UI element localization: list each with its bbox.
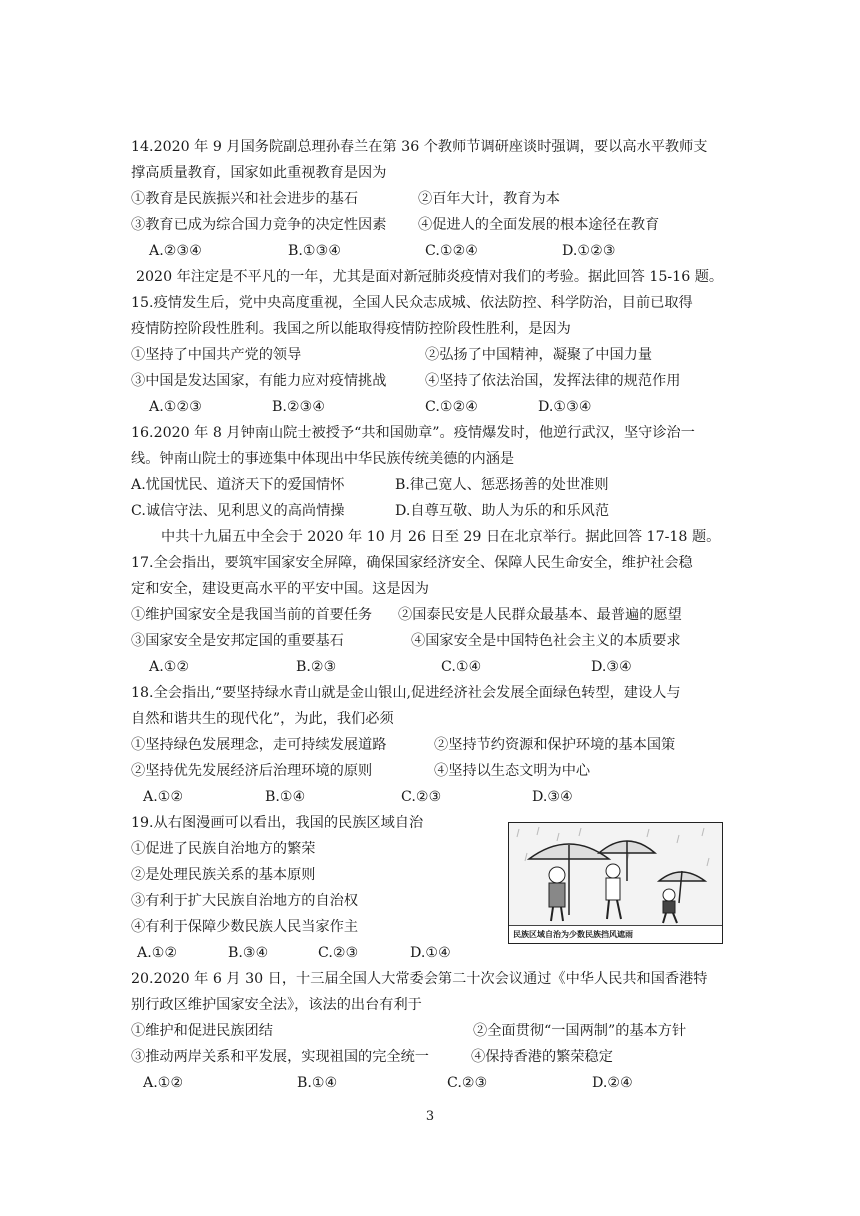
q15-option-a: A.①②③ [149,399,202,415]
q19-statement-3: ③有利于扩大民族自治地方的自治权 [131,893,359,909]
q15-statement-1: ①坚持了中国共产党的领导 [131,347,302,363]
q17-stem-line2: 定和安全，建设更高水平的平安中国。这是因为 [131,581,429,597]
q17-stem-line1: 17.全会指出，要筑牢国家安全屏障，确保国家经济安全、保障人民生命安全，维护社会稳 [131,555,693,571]
q19-stem-line1: 19.从右图漫画可以看出，我国的民族区域自治 [131,815,424,831]
q15-stem-line1: 15.疫情发生后，党中央高度重视，全国人民众志成城、依法防控、科学防治，目前已取得 [131,295,693,311]
q20-statement-3: ③推动两岸关系和平发展，实现祖国的完全统一 [131,1049,429,1065]
q17-statement-1: ①维护国家安全是我国当前的首要任务 [131,607,373,623]
q20-option-c: C.②③ [447,1075,488,1091]
cartoon-illustration [508,822,723,944]
q20-statement-1: ①维护和促进民族团结 [131,1023,273,1039]
q15-statement-3: ③中国是发达国家，有能力应对疫情挑战 [131,373,387,389]
cartoon-caption: 民族区域自治为少数民族挡风遮雨 [509,925,722,943]
q15-option-d: D.①③④ [538,399,592,415]
q14-option-c: C.①②④ [425,243,479,259]
q14-statement-2: ②百年大计，教育为本 [418,191,560,207]
q20-option-d: D.②④ [592,1075,633,1091]
q16-option-c: C.诚信守法、见利思义的高尚情操 [131,503,345,519]
q16-stem-line1: 16.2020 年 8 月钟南山院士被授予“共和国勋章”。疫情爆发时，他逆行武汉，坚守诊治一 [131,425,695,441]
q16-option-a: A.忧国忧民、道济天下的爱国情怀 [131,477,345,493]
q14-option-a: A.②③④ [149,243,202,259]
q19-statement-1: ①促进了民族自治地方的繁荣 [131,841,316,857]
q18-stem-line2: 自然和谐共生的现代化”，为此，我们必须 [131,711,394,727]
q19-option-a: A.①② [137,945,178,961]
q20-stem-line2: 别行政区维护国家安全法》，该法的出台有利于 [131,997,422,1013]
q14-statement-3: ③教育已成为综合国力竞争的决定性因素 [131,217,387,233]
q19-option-c: C.②③ [318,945,359,961]
q18-statement-3: ②坚持优先发展经济后治理环境的原则 [131,763,373,779]
q18-statement-4: ④坚持以生态文明为中心 [434,763,591,779]
q14-statement-4: ④促进人的全面发展的根本途径在教育 [418,217,660,233]
q17-option-c: C.①④ [441,659,482,675]
q15-option-b: B.②③④ [272,399,326,415]
q18-statement-1: ①坚持绿色发展理念，走可持续发展道路 [131,737,387,753]
q14-option-b: B.①③④ [288,243,342,259]
q18-statement-2: ②坚持节约资源和保护环境的基本国策 [434,737,676,753]
q20-option-b: B.①④ [297,1075,338,1091]
q17-statement-3: ③国家安全是安邦定国的重要基石 [131,633,344,649]
q20-stem-line1: 20.2020 年 6 月 30 日，十三届全国人大常委会第二十次会议通过《中华人民共和国香港特 [131,971,708,987]
q14-option-d: D.①②③ [562,243,616,259]
intro-17-18: 中共十九届五中全会于 2020 年 10 月 26 日至 29 日在北京举行。据此回答 17-18 题。 [161,529,721,545]
q16-option-d: D.自尊互敬、助人为乐的和乐风范 [395,503,610,519]
q18-option-d: D.③④ [532,789,573,805]
q18-option-b: B.①④ [265,789,306,805]
q20-option-a: A.①② [143,1075,184,1091]
q14-stem-line1: 14.2020 年 9 月国务院副总理孙春兰在第 36 个教师节调研座谈时强调，要以高水平教师支 [131,139,708,155]
q14-stem-line2: 撑高质量教育，国家如此重视教育是因为 [131,165,387,181]
q17-statement-4: ④国家安全是中国特色社会主义的本质要求 [411,633,681,649]
q15-statement-4: ④坚持了依法治国，发挥法律的规范作用 [425,373,681,389]
q20-statement-4: ④保持香港的繁荣稳定 [471,1049,613,1065]
q15-option-c: C.①②④ [425,399,479,415]
q19-statement-2: ②是处理民族关系的基本原则 [131,867,316,883]
q19-statement-4: ④有利于保障少数民族人民当家作主 [131,919,359,935]
q18-option-a: A.①② [143,789,184,805]
intro-15-16: 2020 年注定是不平凡的一年，尤其是面对新冠肺炎疫情对我们的考验。据此回答 15-16 题。 [136,269,724,285]
q18-stem-line1: 18.全会指出,“要坚持绿水青山就是金山银山,促进经济社会发展全面绿色转型，建设人与 [131,685,681,701]
page-number: 3 [425,1109,435,1124]
q18-option-c: C.②③ [401,789,442,805]
q16-stem-line2: 线。钟南山院士的事迹集中体现出中华民族传统美德的内涵是 [131,451,515,467]
q15-statement-2: ②弘扬了中国精神，凝聚了中国力量 [425,347,653,363]
q17-option-a: A.①② [149,659,190,675]
cartoon-drawing [509,823,721,927]
q17-option-b: B.②③ [296,659,337,675]
q20-statement-2: ②全面贯彻“一国两制”的基本方针 [473,1023,687,1039]
q19-option-b: B.③④ [228,945,269,961]
q17-option-d: D.③④ [591,659,632,675]
q17-statement-2: ②国泰民安是人民群众最基本、最普遍的愿望 [398,607,682,623]
q14-statement-1: ①教育是民族振兴和社会进步的基石 [131,191,359,207]
q15-stem-line2: 疫情防控阶段性胜利。我国之所以能取得疫情防控阶段性胜利，是因为 [131,321,571,337]
q16-option-b: B.律己宽人、惩恶扬善的处世准则 [395,477,609,493]
q19-option-d: D.①④ [410,945,451,961]
